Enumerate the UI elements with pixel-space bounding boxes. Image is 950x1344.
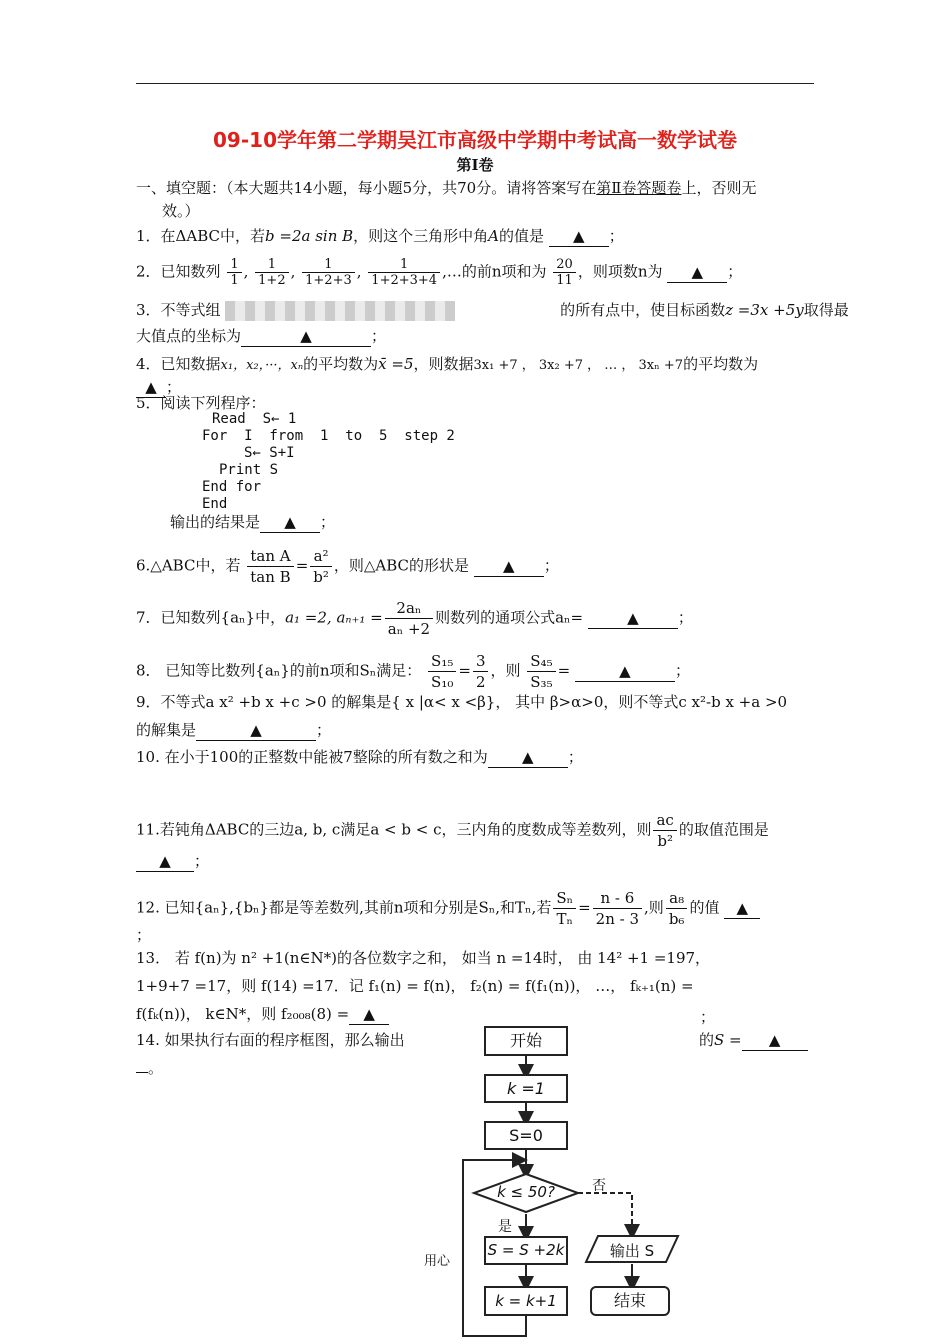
flow-start: 开始: [484, 1026, 568, 1056]
question-5-output: 输出的结果是 ▲ ；: [170, 513, 336, 531]
exam-title: 09-10学年第二学期吴江市高级中学期中考试高一数学试卷: [213, 128, 737, 152]
answer-blank-14[interactable]: ▲: [742, 1030, 808, 1051]
fraction: $\frac{\text{Sₙ}}{\text{Tₙ}}$: [553, 888, 576, 929]
fraction: $\frac{1}{1}$: [227, 257, 241, 288]
question-8: 8． 已知等比数列{aₙ}的前n项和Sₙ满足： $\frac{\text{S₁₅}}{\text{S₁₀}}$ = $\frac{3}{2}$ ，则 $\frac{\text{S₄₅}}{\text{S₃₅}}$ = ▲ ；: [136, 652, 690, 691]
code-line-3: S← S+I: [244, 445, 295, 461]
fraction: $\frac{\text{a₈}}{\text{b₆}}$: [666, 888, 688, 929]
question-4-line2: ▲ ；: [136, 377, 181, 398]
code-line-2: For I from 1 to 5 step 2: [202, 428, 455, 444]
question-13-end: ；: [700, 1008, 716, 1026]
answer-blank-13[interactable]: ▲: [349, 1004, 389, 1025]
flow-init-s: S=0: [484, 1121, 568, 1150]
question-3-line2: 大值点的坐标为 ▲ ；: [136, 327, 387, 345]
question-12-end: ；: [136, 926, 152, 944]
question-2: 2．已知数列 $\frac{1}{1}$ , $\frac{1}{1+2}$ , $\frac{1}{1+2+3}$ , $\frac{1}{1+2+3+4}$ ,…的前n项和为 $\frac{20}{11}$ ，则项数n为 ▲ ；: [136, 257, 743, 288]
code-line-6: End: [202, 496, 228, 512]
question-14-right: 的S = ▲: [699, 1030, 808, 1051]
answer-blank-3[interactable]: ▲: [241, 326, 371, 347]
question-4: 4．已知数据x₁，x₂，···，xₙ的平均数为x̄ =5，则数据3x₁ +7 ， 3x₂ +7 ， … ， 3xₙ +7的平均数为: [136, 355, 759, 373]
fraction: $\frac{\text{a²}}{\text{b²}}$: [310, 546, 332, 587]
code-line-5: End for: [202, 479, 262, 495]
flow-yes-label: 是: [498, 1219, 512, 1235]
code-line-4: Print S: [219, 462, 279, 478]
side-note: 用心: [424, 1254, 451, 1269]
question-14: 14. 如果执行右面的程序框图，那么输出: [136, 1031, 405, 1049]
question-13-line3: f(fₖ(n))， k∈N*，则 f₂₀₀₈(8) = ▲: [136, 1004, 389, 1025]
fraction: $\frac{\text{S₄₅}}{\text{S₃₅}}$: [527, 651, 555, 692]
question-1: 1．在ΔABC中，若b =2a sin B，则这个三角形中角A的值是 ▲ ；: [136, 227, 624, 245]
fraction: $\frac{1}{1+2+3}$: [302, 257, 355, 288]
flow-update-s: S = S +2k: [484, 1236, 568, 1265]
code-line-1: Read S← 1: [212, 411, 297, 427]
fraction: $\frac{ac}{\text{b²}}$: [653, 810, 676, 851]
question-14-end: 。: [136, 1058, 163, 1078]
fraction: $\frac{1}{1+2}$: [255, 257, 288, 288]
answer-blank-6[interactable]: ▲: [474, 556, 544, 577]
flow-output: 输出 S: [609, 1242, 655, 1260]
section-intro: 一、填空题：（本大题共14小题，每小题5分，共70分。请将答案写在第Ⅱ卷答题卷上，否则无: [136, 179, 757, 197]
answer-blank-4[interactable]: ▲: [136, 377, 166, 398]
question-11-line2: ▲ ；: [136, 851, 209, 872]
flow-init-k: k =1: [484, 1074, 568, 1103]
answer-blank-9[interactable]: ▲: [196, 720, 316, 741]
answer-blank-2[interactable]: ▲: [667, 262, 727, 283]
question-13-line2: 1+9+7 =17，则 f(14) =17．记 f₁(n) = f(n)， f₂(n) = f(f₁(n))， …， fₖ₊₁(n) =: [136, 977, 694, 995]
fraction: $\frac{\text{2aₙ}}{\text{aₙ +2}}$: [385, 598, 433, 639]
fraction: $\frac{n - 6}{2n - 3}$: [593, 888, 642, 929]
fraction: $\frac{\text{S₁₅}}{\text{S₁₀}}$: [428, 651, 456, 692]
answer-blank-10[interactable]: ▲: [488, 747, 568, 768]
answer-blank-12[interactable]: ▲: [724, 898, 760, 919]
flow-update-k: k = k+1: [484, 1286, 568, 1316]
question-9-line2: 的解集是 ▲ ；: [136, 721, 332, 739]
section-intro-line2: 效。）: [162, 202, 200, 220]
question-5: 5．阅读下列程序：: [136, 394, 266, 412]
answer-blank-11[interactable]: ▲: [136, 851, 194, 872]
flow-condition: k ≤ 50?: [497, 1183, 555, 1201]
answer-blank-7[interactable]: ▲: [588, 608, 678, 629]
fraction: $\frac{3}{2}$: [473, 651, 489, 692]
question-11: 11.若钝角ΔABC的三边a, b, c满足a < b < c，三内角的度数成等差数列，则 $\frac{ac}{\text{b²}}$ 的取值范围是: [136, 811, 769, 850]
answer-blank-1[interactable]: ▲: [549, 226, 609, 247]
answer-blank-5[interactable]: ▲: [260, 512, 320, 533]
flow-no-label: 否: [592, 1178, 606, 1194]
part-title: 第Ⅰ卷: [456, 156, 494, 174]
question-3: 3．不等式组 的所有点中，使目标函数z =3x +5y取得最: [136, 301, 849, 319]
answer-blank-8[interactable]: ▲: [575, 661, 675, 682]
fraction: $\frac{1}{1+2+3+4}$: [368, 257, 440, 288]
fraction: $\frac{\text{tan A}}{\text{tan B}}$: [247, 546, 293, 587]
question-10: 10. 在小于100的正整数中能被7整除的所有数之和为 ▲ ；: [136, 748, 583, 766]
question-7: 7．已知数列{aₙ}中，a₁ =2, aₙ₊₁ = $\frac{\text{2aₙ}}{\text{aₙ +2}}$ 则数列的通项公式aₙ= ▲ ；: [136, 599, 693, 638]
fraction: $\frac{20}{11}$: [553, 257, 576, 288]
question-9: 9．不等式a x² +b x +c >0 的解集是{ x |α< x <β}， 其中 β>α>0，则不等式c x²-b x +a >0: [136, 693, 788, 711]
question-13-line1: 13． 若 f(n)为 n² +1(n∈N*)的各位数字之和， 如当 n =14时， 由 14² +1 =197，: [136, 949, 711, 967]
flow-end: 结束: [590, 1286, 670, 1316]
question-6: 6.△ABC中，若 $\frac{\text{tan A}}{\text{tan B}}$ = $\frac{\text{a²}}{\text{b²}}$ ，则△ABC的形状是 ▲ ；: [136, 547, 559, 586]
question-12: 12. 已知{aₙ},{bₙ}都是等差数列,其前n项和分别是Sₙ,和Tₙ,若 $\frac{\text{Sₙ}}{\text{Tₙ}}$ = $\frac{n - 6}{2n - 3}$ ,则 $\frac{\text{a₈}}{\text{b₆}}$ 的值 ▲: [136, 888, 760, 929]
